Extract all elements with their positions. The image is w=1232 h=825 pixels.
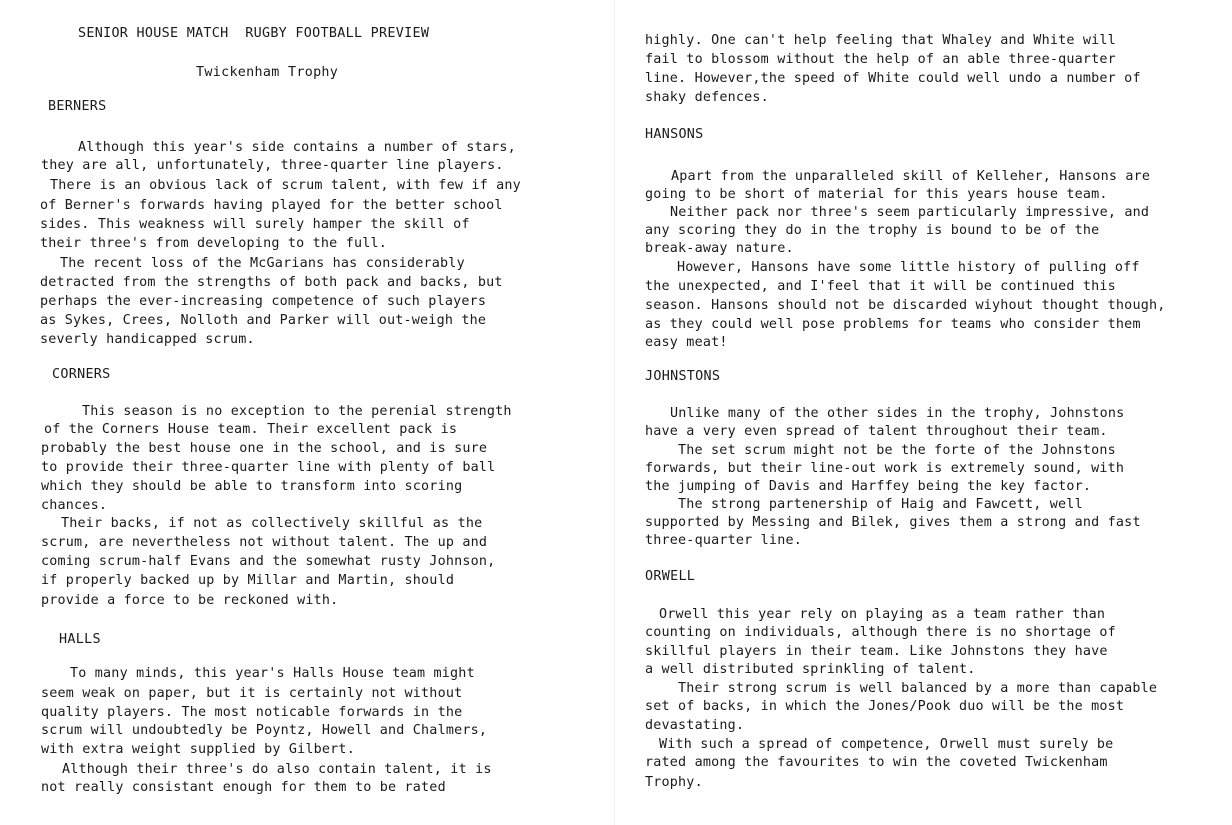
paragraph-line: seem weak on paper, but it is certainly not without <box>41 686 463 701</box>
paragraph-line: Although this year's side contains a number of stars, <box>78 140 516 155</box>
section-heading-hansons: HANSONS <box>645 127 704 142</box>
paragraph-line: highly. One can't help feeling that Whaley and White will <box>645 33 1116 48</box>
paragraph-line: if properly backed up by Millar and Martin, should <box>41 573 455 588</box>
paragraph-line: chances. <box>41 498 108 513</box>
section-heading-johnstons: JOHNSTONS <box>645 369 721 384</box>
paragraph-line: scrum will undoubtedly be Poyntz, Howell and Chalmers, <box>41 723 488 738</box>
paragraph-line: of Berner's forwards having played for the better school <box>40 198 503 213</box>
paragraph-line: which they should be able to transform into scoring <box>41 479 463 494</box>
paragraph-line: break-away nature. <box>645 241 794 256</box>
paragraph-line: Unlike many of the other sides in the trophy, Johnstons <box>670 406 1125 421</box>
paragraph-line: rated among the favourites to win the coveted Twickenham <box>645 755 1108 770</box>
paragraph-line: scrum, are nevertheless not without talent. The up and <box>41 535 488 550</box>
paragraph-line: line. However,the speed of White could well undo a number of <box>645 71 1141 86</box>
paragraph-line: not really consistant enough for them to be rated <box>41 780 446 795</box>
paragraph-line: Their strong scrum is well balanced by a more than capable <box>678 681 1158 696</box>
paragraph-line: counting on individuals, although there is no shortage of <box>645 625 1116 640</box>
section-heading-corners: CORNERS <box>52 367 111 382</box>
paragraph-line: quality players. The most noticable forwards in the <box>41 705 463 720</box>
paragraph-line: sides. This weakness will surely hamper the skill of <box>40 217 470 232</box>
paragraph-line: have a very even spread of talent throughout their team. <box>645 424 1108 439</box>
paragraph-line: to provide their three-quarter line with plenty of ball <box>41 460 496 475</box>
section-heading-halls: HALLS <box>59 632 101 647</box>
paragraph-line: Apart from the unparalleled skill of Kelleher, Hansons are <box>671 169 1151 184</box>
paragraph-line: perhaps the ever-increasing competence of such players <box>40 294 487 309</box>
paragraph-line: three-quarter line. <box>645 533 802 548</box>
section-heading-berners: BERNERS <box>48 99 107 114</box>
paragraph-line: Neither pack nor three's seem particularly impressive, and <box>670 205 1150 220</box>
paragraph-line: set of backs, in which the Jones/Pook duo will be the most <box>645 699 1125 714</box>
paragraph-line: supported by Messing and Bilek, gives them a strong and fast <box>645 515 1141 530</box>
paragraph-line: a well distributed sprinkling of talent. <box>645 662 976 677</box>
paragraph-line: detracted from the strengths of both pack and backs, but <box>40 275 503 290</box>
paragraph-line: provide a force to be reckoned with. <box>41 593 339 608</box>
paragraph-line: Their backs, if not as collectively skillful as the <box>61 516 483 531</box>
paragraph-line: going to be short of material for this years house team. <box>645 187 1108 202</box>
document-title: SENIOR HOUSE MATCH RUGBY FOOTBALL PREVIEW <box>78 26 430 41</box>
paragraph-line: they are all, unfortunately, three-quarter line players. <box>41 158 504 173</box>
paragraph-line: However, Hansons have some little history of pulling off <box>677 260 1140 275</box>
paragraph-line: forwards, but their line-out work is extremely sound, with <box>645 461 1125 476</box>
paragraph-line: devastating. <box>645 718 745 733</box>
paragraph-line: as they could well pose problems for teams who consider them <box>645 317 1141 332</box>
paragraph-line: The set scrum might not be the forte of the Johnstons <box>678 443 1116 458</box>
paragraph-line: easy meat! <box>645 335 728 350</box>
paragraph-line: any scoring they do in the trophy is bound to be of the <box>645 223 1100 238</box>
paragraph-line: of the Corners House team. Their excellent pack is <box>44 422 458 437</box>
paragraph-line: With such a spread of competence, Orwell must surely be <box>659 737 1114 752</box>
document-subtitle: Twickenham Trophy <box>196 65 339 80</box>
paragraph-line: with extra weight supplied by Gilbert. <box>41 742 355 757</box>
paragraph-line: the jumping of Davis and Harffey being the key factor. <box>645 479 1092 494</box>
paragraph-line: shaky defences. <box>645 90 769 105</box>
paragraph-line: The strong partenership of Haig and Fawcett, well <box>678 497 1083 512</box>
paragraph-line: as Sykes, Crees, Nolloth and Parker will out-weigh the <box>40 313 487 328</box>
paragraph-line: Orwell this year rely on playing as a team rather than <box>659 607 1106 622</box>
paragraph-line: The recent loss of the McGarians has considerably <box>60 256 465 271</box>
paragraph-line: There is an obvious lack of scrum talent, with few if any <box>50 178 521 193</box>
paragraph-line: fail to blossom without the help of an able three-quarter <box>645 52 1116 67</box>
paragraph-line: coming scrum-half Evans and the somewhat rusty Johnson, <box>41 554 496 569</box>
paragraph-line: their three's from developing to the full. <box>40 236 387 251</box>
paragraph-line: the unexpected, and I'feel that it will be continued this <box>645 279 1116 294</box>
paragraph-line: Trophy. <box>645 775 703 790</box>
paragraph-line: Although their three's do also contain talent, it is <box>62 762 492 777</box>
paragraph-line: To many minds, this year's Halls House team might <box>70 666 475 681</box>
paragraph-line: season. Hansons should not be discarded wiyhout thought though, <box>645 298 1166 313</box>
paragraph-line: This season is no exception to the perenial strength <box>82 404 512 419</box>
section-heading-orwell: ORWELL <box>645 569 696 584</box>
paragraph-line: severly handicapped scrum. <box>40 332 255 347</box>
page-gutter <box>614 0 615 825</box>
paragraph-line: skillful players in their team. Like Johnstons they have <box>645 644 1108 659</box>
paragraph-line: probably the best house one in the school, and is sure <box>41 441 488 456</box>
